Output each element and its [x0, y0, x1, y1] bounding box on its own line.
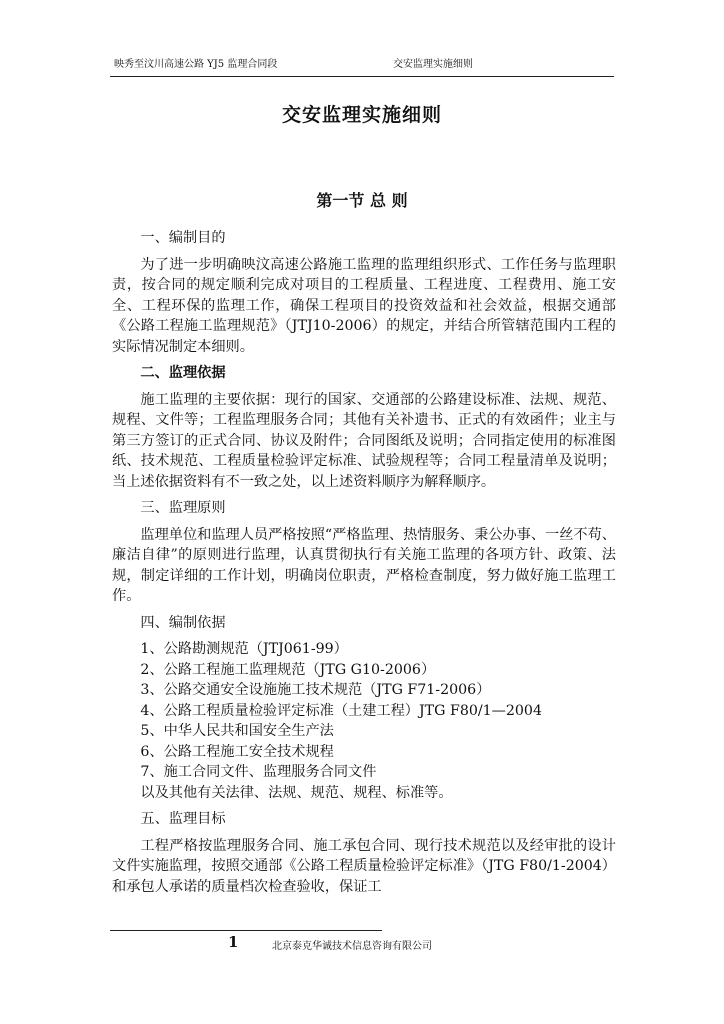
document-title: 交安监理实施细则 [281, 104, 442, 126]
list-item: 7、施工合同文件、监理服务合同文件 [140, 764, 377, 780]
footer-divider [110, 930, 382, 931]
page-number: 1 [228, 933, 239, 951]
list-item: 5、中华人民共和国安全生产法 [140, 723, 334, 739]
heading-compilation-basis: 四、编制依据 [140, 614, 226, 631]
heading-purpose: 一、编制目的 [140, 230, 226, 246]
heading-principles: 三、监理原则 [140, 500, 226, 516]
paragraph-purpose: 为了进一步明确映汶高速公路施工监理的监理组织形式、工作任务与监理职责，按合同的规定顺利完成对项目的工程质量、工程进度、工程费用、施工安全、工程环保的监理工作，确保工程项目的投资效益和社会效益，根据交通部《公路工程施工监理规范》（JTJ10-2006）的规定，并结合所管辖范围内工程的实际情况制定本细则。 [112, 256, 616, 355]
heading-objectives: 五、监理目标 [140, 811, 226, 827]
document-body [112, 228, 616, 903]
list-item: 以及其他有关法律、法规、规范、规程、标准等。 [140, 784, 453, 801]
list-item: 2、公路工程施工监理规范（JTG G10-2006） [140, 661, 436, 678]
paragraph-objectives: 工程严格按监理服务合同、施工承包合同、现行技术规范以及经审批的设计文件实施监理，按照交通部《公路工程质量检验评定标准》（JTG F80/1-2004）和承包人承诺的质量档次检查验收，保证工 [112, 837, 616, 895]
section-title: 第一节 总 则 [316, 191, 408, 210]
compilation-basis-list [112, 639, 616, 803]
heading-basis: 二、监理依据 [140, 365, 226, 381]
page-header [110, 56, 614, 77]
header-document-name: 交安监理实施细则 [393, 59, 473, 70]
paragraph-basis: 施工监理的主要依据：现行的国家、交通部的公路建设标准、法规、规范、规程、文件等；工程监理服务合同；其他有关补遗书、正式的有效函件；业主与第三方签订的正式合同、协议及附件；合同图纸及说明；合同指定使用的标准图纸、技术规范、工程质量检验评定标准、试验规程等；合同工程量清单及说明；当上述依据资料有不一致之处，以上述资料顺序为解释顺序。 [112, 391, 616, 490]
list-item: 6、公路工程施工安全技术规程 [140, 743, 334, 760]
list-item: 1、公路勘测规范（JTJ061-99） [140, 641, 348, 657]
footer-company-name: 北京泰克华诚技术信息咨询有限公司 [272, 941, 432, 952]
list-item: 4、公路工程质量检验评定标准（土建工程）JTG F80/1—2004 [140, 702, 542, 719]
paragraph-principles: 监理单位和监理人员严格按照“严格监理、热情服务、秉公办事、一丝不苟、廉洁自律”的原则进行监理，认真贯彻执行有关施工监理的各项方针、政策、法规，制定详细的工作计划，明确岗位职责，严格检查制度，努力做好施工监理工作。 [112, 526, 616, 604]
list-item: 3、公路交通安全设施施工技术规范（JTG F71-2006） [140, 682, 491, 698]
header-project-name: 映秀至汶川高速公路 YJ5 监理合同段 [114, 59, 278, 70]
